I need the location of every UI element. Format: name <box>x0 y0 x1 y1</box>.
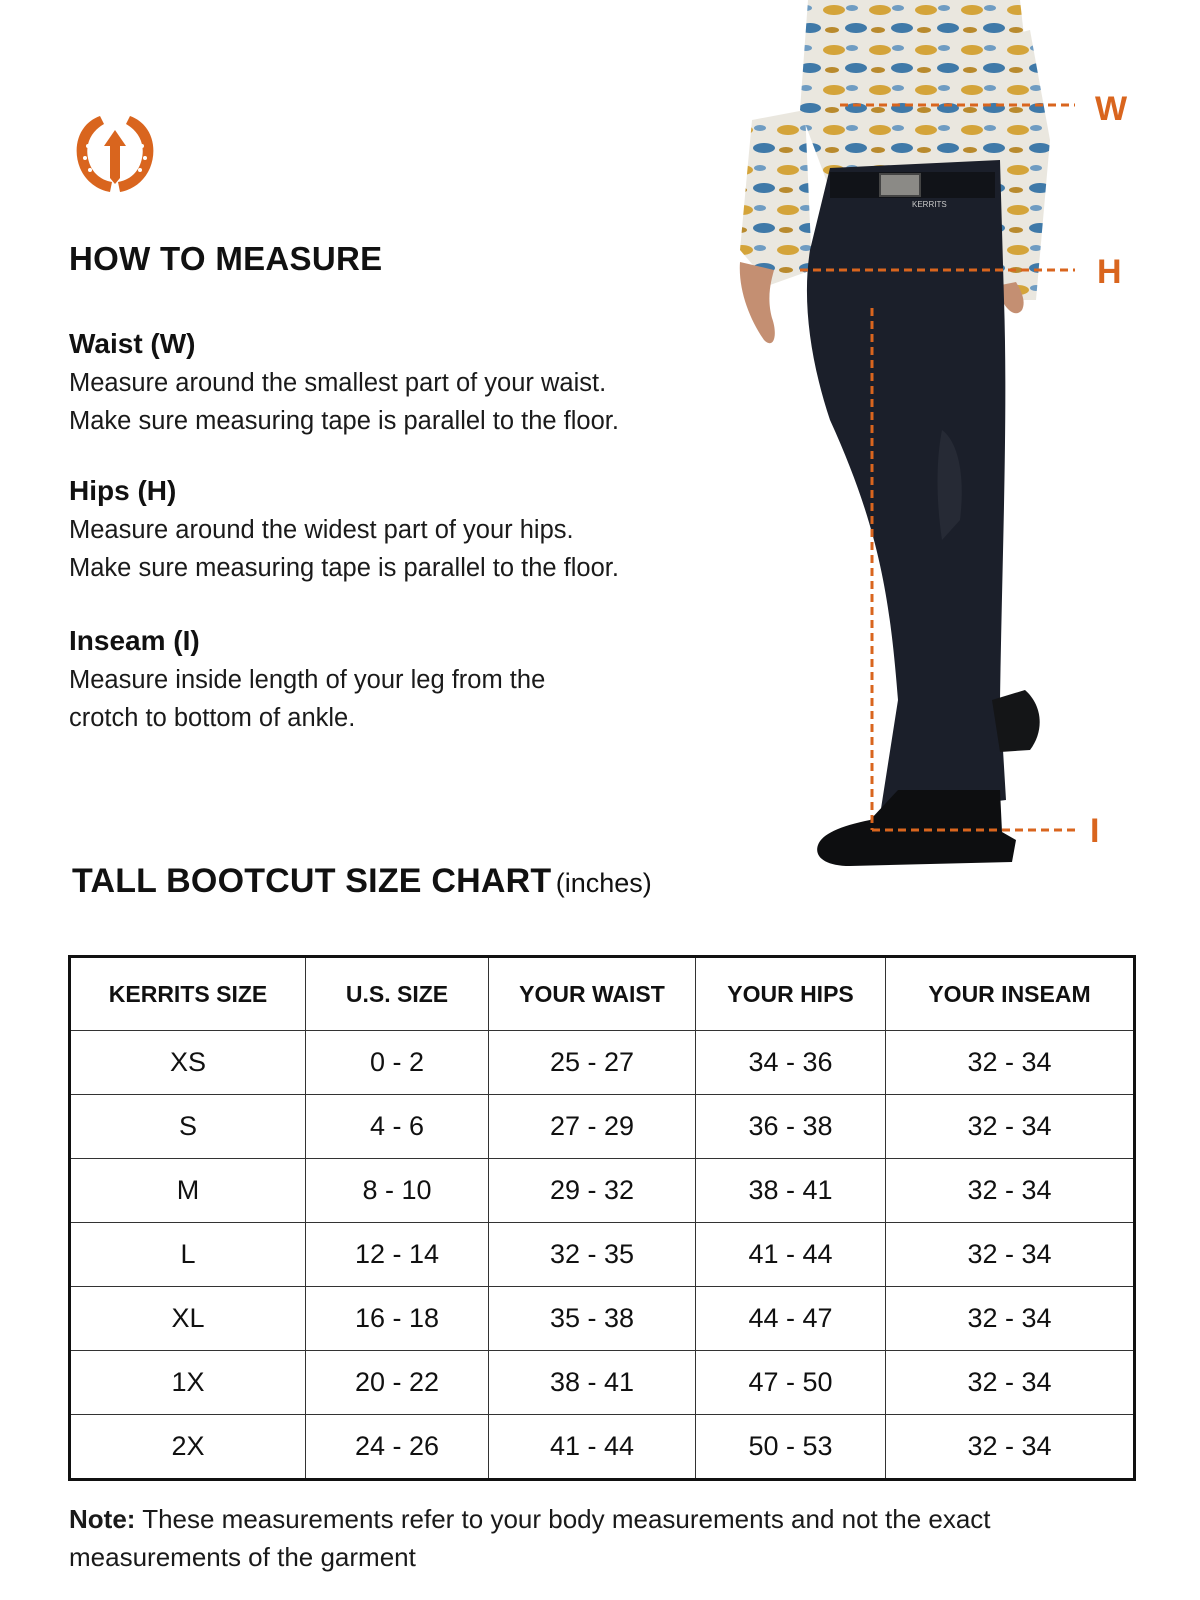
cell-waist: 41 - 44 <box>489 1414 696 1479</box>
cell-inseam: 32 - 34 <box>886 1350 1135 1414</box>
inseam-section <box>69 623 749 737</box>
waist-heading: Waist (W) <box>69 328 196 359</box>
cell-inseam: 32 - 34 <box>886 1286 1135 1350</box>
column-header-kerrits-size: KERRITS SIZE <box>70 957 306 1031</box>
table-row <box>70 1222 1135 1286</box>
cell-hips: 47 - 50 <box>696 1350 886 1414</box>
cell-us-size: 8 - 10 <box>306 1158 489 1222</box>
cell-waist: 27 - 29 <box>489 1094 696 1158</box>
cell-waist: 35 - 38 <box>489 1286 696 1350</box>
size-chart-unit: (inches) <box>555 868 652 898</box>
cell-waist: 38 - 41 <box>489 1350 696 1414</box>
size-chart-table <box>68 955 1136 1481</box>
cell-us-size: 16 - 18 <box>306 1286 489 1350</box>
note-text: These measurements refer to your body measurements and not the exact measurements of the garment <box>69 1504 991 1572</box>
brand-tag: KERRITS <box>912 200 947 209</box>
cell-us-size: 20 - 22 <box>306 1350 489 1414</box>
table-row <box>70 1414 1135 1479</box>
table-row <box>70 1286 1135 1350</box>
cell-kerrits-size: 2X <box>70 1414 306 1479</box>
cell-us-size: 24 - 26 <box>306 1414 489 1479</box>
column-header-us-size: U.S. SIZE <box>306 957 489 1031</box>
note-label: Note: <box>69 1504 136 1534</box>
cell-hips: 41 - 44 <box>696 1222 886 1286</box>
table-row <box>70 1031 1135 1095</box>
table-row <box>70 1158 1135 1222</box>
hips-description: Measure around the widest part of your hips. Make sure measuring tape is parallel to the floor. <box>69 516 619 582</box>
cell-waist: 29 - 32 <box>489 1158 696 1222</box>
cell-kerrits-size: S <box>70 1094 306 1158</box>
cell-hips: 38 - 41 <box>696 1158 886 1222</box>
cell-hips: 44 - 47 <box>696 1286 886 1350</box>
cell-kerrits-size: 1X <box>70 1350 306 1414</box>
table-row <box>70 1094 1135 1158</box>
waist-section <box>69 326 749 440</box>
cell-hips: 50 - 53 <box>696 1414 886 1479</box>
cell-kerrits-size: M <box>70 1158 306 1222</box>
cell-inseam: 32 - 34 <box>886 1031 1135 1095</box>
hips-section <box>69 473 749 587</box>
cell-hips: 36 - 38 <box>696 1094 886 1158</box>
cell-waist: 25 - 27 <box>489 1031 696 1095</box>
cell-us-size: 0 - 2 <box>306 1031 489 1095</box>
cell-kerrits-size: XL <box>70 1286 306 1350</box>
cell-waist: 32 - 35 <box>489 1222 696 1286</box>
size-chart-title <box>72 862 652 901</box>
horseshoe-logo-icon <box>70 108 160 198</box>
table-row <box>70 1350 1135 1414</box>
cell-inseam: 32 - 34 <box>886 1222 1135 1286</box>
cell-kerrits-size: L <box>70 1222 306 1286</box>
inseam-description: Measure inside length of your leg from the crotch to bottom of ankle. <box>69 666 546 732</box>
cell-inseam: 32 - 34 <box>886 1094 1135 1158</box>
waist-marker-label: W <box>1095 90 1128 128</box>
inseam-marker-label: I <box>1090 812 1100 850</box>
waist-description: Measure around the smallest part of your waist. Make sure measuring tape is parallel to the floor. <box>69 369 619 435</box>
hips-heading: Hips (H) <box>69 475 177 506</box>
table-header-row <box>70 957 1135 1031</box>
cell-us-size: 12 - 14 <box>306 1222 489 1286</box>
cell-inseam: 32 - 34 <box>886 1158 1135 1222</box>
cell-hips: 34 - 36 <box>696 1031 886 1095</box>
cell-inseam: 32 - 34 <box>886 1414 1135 1479</box>
column-header-your-inseam: YOUR INSEAM <box>886 957 1135 1031</box>
column-header-your-waist: YOUR WAIST <box>489 957 696 1031</box>
size-chart-title-main: TALL BOOTCUT SIZE CHART <box>72 862 552 900</box>
hips-marker-label: H <box>1097 253 1122 291</box>
cell-us-size: 4 - 6 <box>306 1094 489 1158</box>
column-header-your-hips: YOUR HIPS <box>696 957 886 1031</box>
how-to-measure-title: HOW TO MEASURE <box>69 240 383 277</box>
cell-kerrits-size: XS <box>70 1031 306 1095</box>
inseam-heading: Inseam (I) <box>69 625 200 656</box>
model-figure-illustration <box>730 0 1200 900</box>
footnote <box>69 1500 1139 1576</box>
